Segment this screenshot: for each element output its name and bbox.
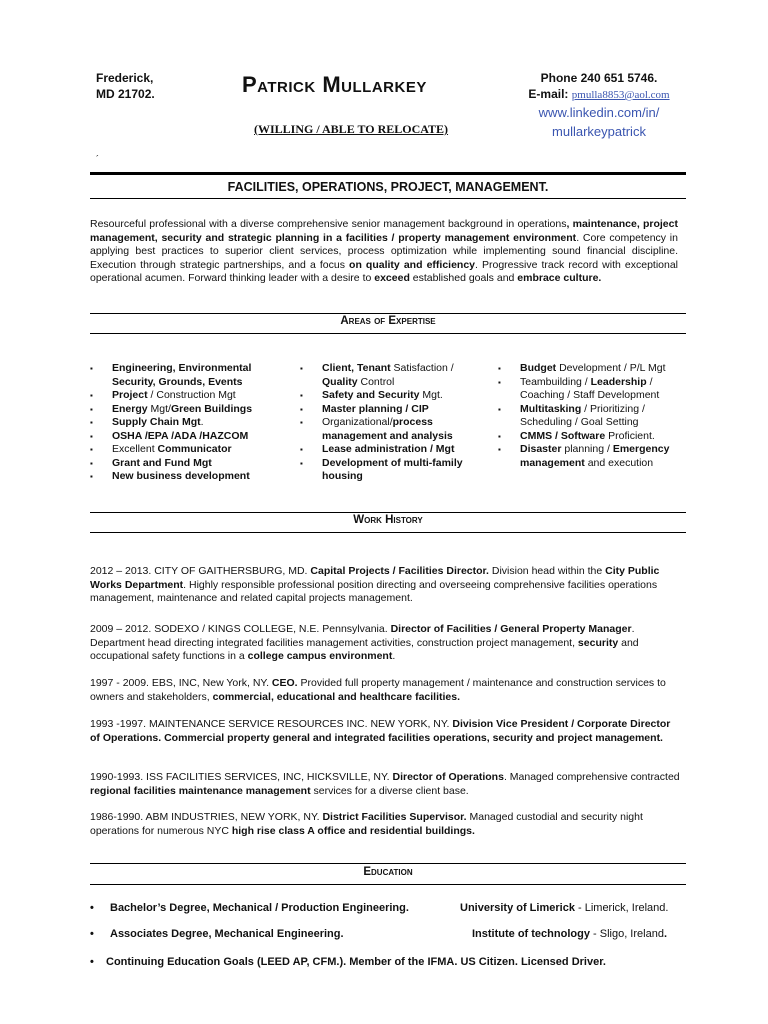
education-rule-top bbox=[90, 863, 686, 864]
summary-paragraph bbox=[90, 218, 678, 286]
list-item: ▪ Budget Development / P/L Mgt bbox=[498, 362, 666, 374]
stray-mark: ´ bbox=[96, 154, 99, 164]
email-link[interactable]: pmulla8853@aol.com bbox=[571, 89, 670, 101]
list-item: ▪ Engineering, Environmental Security, Grounds, Events bbox=[90, 362, 252, 388]
list-item: ▪ CMMS / Software Proficient. bbox=[498, 429, 655, 442]
location bbox=[96, 70, 155, 102]
work-history-heading: Work History bbox=[353, 514, 423, 526]
list-item: ▪ Safety and Security Mgt. bbox=[300, 389, 443, 401]
list-item: ▪ Grant and Fund Mgt bbox=[90, 456, 212, 469]
phone: Phone 240 651 5746. bbox=[540, 71, 658, 85]
list-item: ▪ Master planning / CIP bbox=[300, 402, 429, 415]
summary-emphasis: , maintenance, project management, security and strategic planning in a facilities / property management environment bbox=[90, 218, 678, 244]
summary-emphasis: embrace culture. bbox=[517, 272, 602, 284]
summary-emphasis: exceed bbox=[374, 272, 410, 284]
institution: University of Limerick - Limerick, Ireland. bbox=[460, 902, 669, 914]
location-state-zip: MD 21702. bbox=[96, 87, 155, 101]
work-rule-top bbox=[90, 512, 686, 513]
summary-text: . Progressive track record with exceptional operational acumen. Forward thinking leader with a desire to bbox=[90, 258, 679, 284]
degree: Associates Degree, Mechanical Engineering. bbox=[110, 928, 344, 940]
expertise-rule-top bbox=[90, 313, 686, 314]
list-item: ▪ Client, Tenant Satisfaction / Quality Control bbox=[300, 362, 454, 388]
professional-headline: FACILITIES, OPERATIONS, PROJECT, MANAGEMENT. bbox=[227, 180, 549, 194]
summary-text: established goals and bbox=[409, 272, 518, 284]
list-item: ▪ New business development bbox=[90, 470, 250, 482]
header-rule bbox=[90, 172, 686, 175]
expertise-column-3 bbox=[498, 362, 688, 470]
summary-text: Resourceful professional with a diverse comprehensive senior management background in operations bbox=[90, 218, 567, 230]
expertise-heading: Areas of Expertise bbox=[340, 315, 436, 327]
degree: Bachelor’s Degree, Mechanical / Production Engineering. bbox=[110, 902, 409, 914]
list-item: ▪ Organizational/process management and analysis bbox=[300, 416, 453, 442]
continuing-education: Continuing Education Goals (LEED AP, CFM.). Member of the IFMA. US Citizen. Licensed Driver. bbox=[106, 956, 606, 968]
linkedin-url-part1[interactable]: www.linkedin.com/in/ bbox=[538, 105, 660, 120]
summary-text: . Core competency in applying best practices to superior client services, process optimization while implementing sound financial discipline. Execution through strategic partnerships, and a focus bbox=[90, 231, 678, 271]
list-item: ▪ Disaster planning / Emergency management and execution bbox=[498, 443, 670, 469]
job-entry: 1986-1990. ABM INDUSTRIES, NEW YORK, NY. District Facilities Supervisor. Managed custodial and security night operations for numerous NYC high rise class A office and residential buildings. bbox=[90, 811, 643, 837]
list-item: ▪ Excellent Communicator bbox=[90, 443, 232, 455]
expertise-rule-bottom bbox=[90, 333, 686, 334]
job-entry: 1997 - 2009. EBS, INC, New York, NY. CEO. Provided full property management / maintenance and construction services to owners and stakeholders, commercial, educational and healthcare facilities. bbox=[90, 677, 666, 703]
linkedin-link[interactable] bbox=[504, 103, 694, 141]
headline-rule bbox=[90, 198, 686, 199]
job-entry: 2009 – 2012. SODEXO / KINGS COLLEGE, N.E. Pennsylvania. Director of Facilities / General Property Manager. Department head directing integrated facilities management activities, construction project management, security and occupational safety functions in a college campus environment. bbox=[90, 623, 639, 662]
candidate-name: Patrick Mullarkey bbox=[242, 72, 427, 97]
summary-emphasis: on quality and efficiency bbox=[349, 258, 476, 271]
work-rule-bottom bbox=[90, 532, 686, 533]
expertise-column-1 bbox=[90, 362, 280, 484]
location-city: Frederick, bbox=[96, 71, 154, 85]
list-item: ▪ Teambuilding / Leadership / Coaching / Staff Development bbox=[498, 375, 660, 401]
education-item: • Associates Degree, Mechanical Engineering. Institute of technology - Sligo, Ireland. bbox=[90, 928, 667, 940]
institution: Institute of technology - Sligo, Ireland. bbox=[472, 928, 667, 940]
job-entry: 2012 – 2013. CITY OF GAITHERSBURG, MD. Capital Projects / Facilities Director. Division head within the City Public Works Department. Highly responsible professional position directing and overseeing comprehensive facilities operations management, maintenance and related capital projects management. bbox=[90, 565, 660, 604]
job-entry: 1993 -1997. MAINTENANCE SERVICE RESOURCES INC. NEW YORK, NY. Division Vice President / Corporate Director of Operations. Commercial property general and integrated facilities operations, security and project management. bbox=[90, 718, 671, 744]
linkedin-url-part2[interactable]: mullarkeypatrick bbox=[552, 124, 646, 139]
email-label: E-mail: bbox=[528, 87, 569, 101]
list-item: ▪ Development of multi-family housing bbox=[300, 456, 463, 482]
job-entry: 1990-1993. ISS FACILITIES SERVICES, INC, HICKSVILLE, NY. Director of Operations. Managed comprehensive contracted regional facilities maintenance management services for a diverse client base. bbox=[90, 771, 680, 797]
education-item: • Bachelor’s Degree, Mechanical / Production Engineering. University of Limerick - Limerick, Ireland. bbox=[90, 902, 669, 914]
expertise-column-2 bbox=[300, 362, 490, 484]
email-line bbox=[504, 86, 694, 103]
list-item: ▪ OSHA /EPA /ADA /HAZCOM bbox=[90, 429, 249, 442]
education-rule-bottom bbox=[90, 884, 686, 885]
relocation-note: (WILLING / ABLE TO RELOCATE) bbox=[254, 122, 449, 136]
list-item: ▪ Lease administration / Mgt bbox=[300, 443, 455, 455]
education-heading: Education bbox=[363, 866, 413, 878]
list-item: ▪ Project / Construction Mgt bbox=[90, 389, 236, 401]
list-item: ▪ Supply Chain Mgt. bbox=[90, 416, 204, 428]
education-item: • Continuing Education Goals (LEED AP, CFM.). Member of the IFMA. US Citizen. Licensed Driver. bbox=[90, 956, 606, 968]
contact-block bbox=[504, 70, 694, 141]
list-item: ▪ Multitasking / Prioritizing / Scheduling / Goal Setting bbox=[498, 402, 645, 428]
list-item: ▪ Energy Mgt/Green Buildings bbox=[90, 402, 253, 415]
